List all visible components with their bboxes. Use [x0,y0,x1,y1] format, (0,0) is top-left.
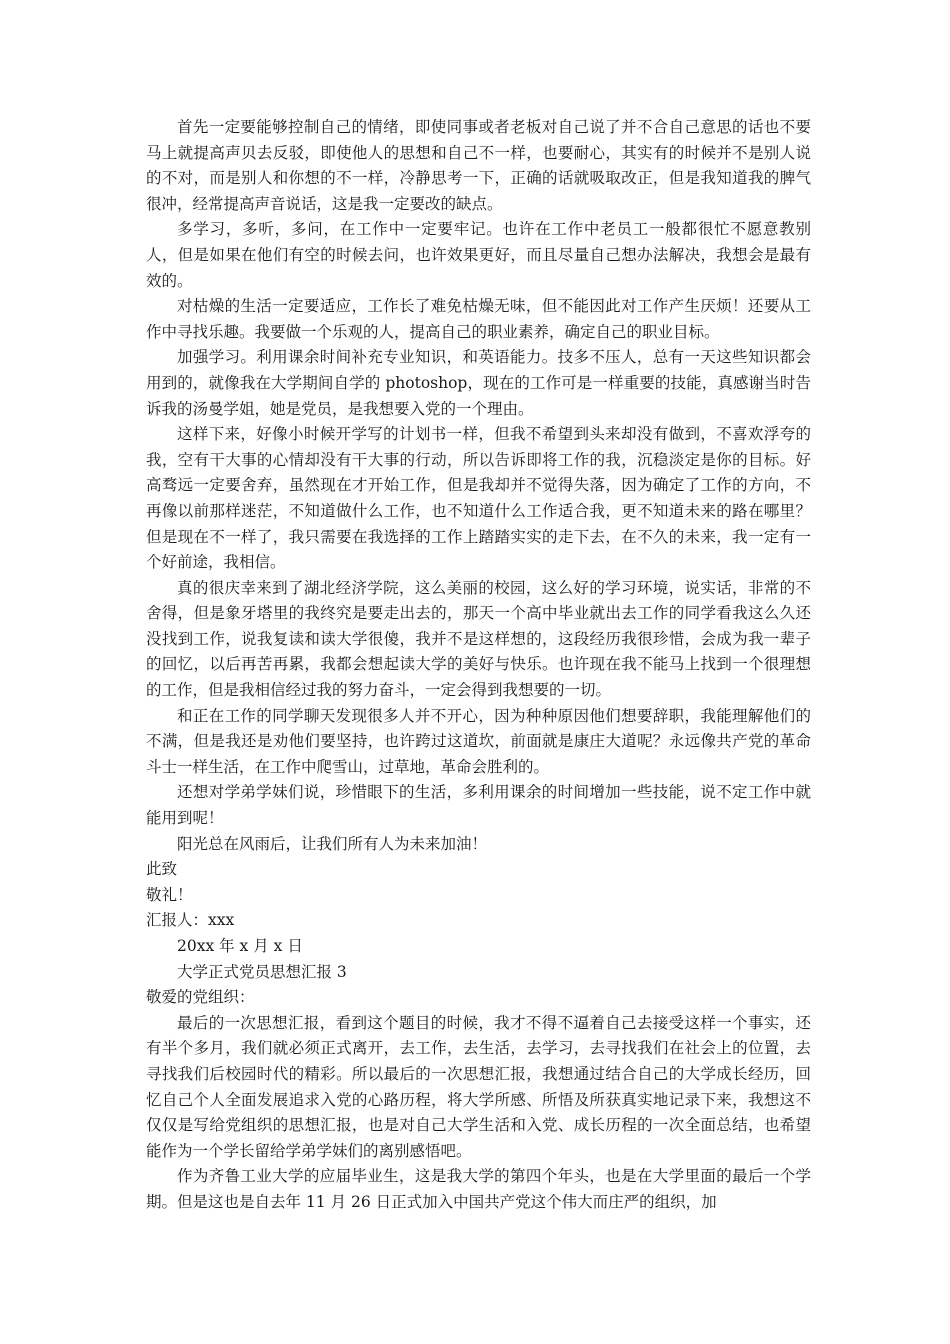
date-line: 20xx 年 x 月 x 日 [177,937,303,955]
paragraph: 还想对学弟学妹们说，珍惜眼下的生活，多利用课余的时间增加一些技能，说不定工作中就能用到呢！ [146,783,811,828]
greeting: 敬爱的党组织： [146,988,255,1007]
paragraph: 作为齐鲁工业大学的应届毕业生，这是我大学的第四个年头，也是在大学里面的最后一个学期。但是这也是自去年 11 月 26 日正式加入中国共产党这个伟大而庄严的组织，加 [146,1167,811,1211]
paragraph: 真的很庆幸来到了湖北经济学院，这么美丽的校园，这么好的学习环境，说实话，非常的不舍得，但是象牙塔里的我终究是要走出去的，那天一个高中毕业就出去工作的同学看我这么久还没找到工作，说我复读和读大学很傻，我并不是这样想的，这段经历我很珍惜，会成为我一辈子的回忆，以后再苦再累，我都会想起读大学的美好与快乐。也许现在我不能马上找到一个很理想的工作，但是我相信经过我的努力奋斗，一定会得到我想要的一切。 [146,578,811,700]
paragraph: 首先一定要能够控制自己的情绪，即使同事或者老板对自己说了并不合自己意思的话也不要马上就提高声贝去反驳，即使他人的思想和自己不一样，也要耐心，其实有的时候并不是别人说的不对，而是别人和你想的不一样，冷静思考一下，正确的话就吸取改正，但是我知道我的脾气很冲，经常提高声音说话，这是我一定要改的缺点。 [146,118,811,213]
section-title: 大学正式党员思想汇报 3 [177,962,347,981]
paragraph: 阳光总在风雨后，让我们所有人为未来加油！ [177,834,488,853]
document-body [146,115,811,1216]
paragraph: 多学习，多听，多问，在工作中一定要牢记。也许在工作中老员工一般都很忙不愿意教别人，但是如果在他们有空的时候去问，也许效果更好，而且尽量自己想办法解决，我想会是最有效的。 [146,220,811,290]
closing-regards: 敬礼！ [146,885,193,904]
paragraph: 对枯燥的生活一定要适应，工作长了难免枯燥无味，但不能因此对工作产生厌烦！还要从工作中寻找乐趣。我要做一个乐观的人，提高自己的职业素养，确定自己的职业目标。 [146,297,811,341]
paragraph: 加强学习。利用课余时间补充专业知识，和英语能力。技多不压人，总有一天这些知识都会用到的，就像我在大学期间自学的 photoshop，现在的工作可是一样重要的技能，真感谢当时告诉我的汤曼学姐，她是党员，是我想要入党的一个理由。 [146,348,811,418]
closing-salute: 此致 [146,860,178,879]
paragraph: 这样下来，好像小时候开学写的计划书一样，但我不希望到头来却没有做到，不喜欢浮夸的我，空有干大事的心情却没有干大事的行动，所以告诉即将工作的我，沉稳淡定是你的目标。好高骛远一定要舍弃，虽然现在才开始工作，但是我却并不觉得失落，因为确定了工作的方向，不再像以前那样迷茫，不知道做什么工作，也不知道什么工作适合我，更不知道未来的路在哪里？但是现在不一样了，我只需要在我选择的工作上踏踏实实的走下去，在不久的未来，我一定有一个好前途，我相信。 [146,425,811,572]
reporter-line: 汇报人：xxx [146,911,235,930]
paragraph: 最后的一次思想汇报，看到这个题目的时候，我才不得不逼着自己去接受这样一个事实，还有半个多月，我们就必须正式离开，去工作，去生活，去学习，去寻找我们在社会上的位置，去寻找我们后校园时代的精彩。所以最后的一次思想汇报，我想通过结合自己的大学成长经历，回忆自己个人全面发展追求入党的心路历程，将大学所感、所悟及所获真实地记录下来，我想这不仅仅是写给党组织的思想汇报，也是对自己大学生活和入党、成长历程的一次全面总结，也希望能作为一个学长留给学弟学妹们的离别感悟吧。 [146,1013,811,1160]
paragraph: 和正在工作的同学聊天发现很多人并不开心，因为种种原因他们想要辞职，我能理解他们的不满，但是我还是劝他们要坚持，也许跨过这道坎，前面就是康庄大道呢？永远像共产党的革命斗士一样生活，在工作中爬雪山，过草地，革命会胜利的。 [146,706,811,776]
